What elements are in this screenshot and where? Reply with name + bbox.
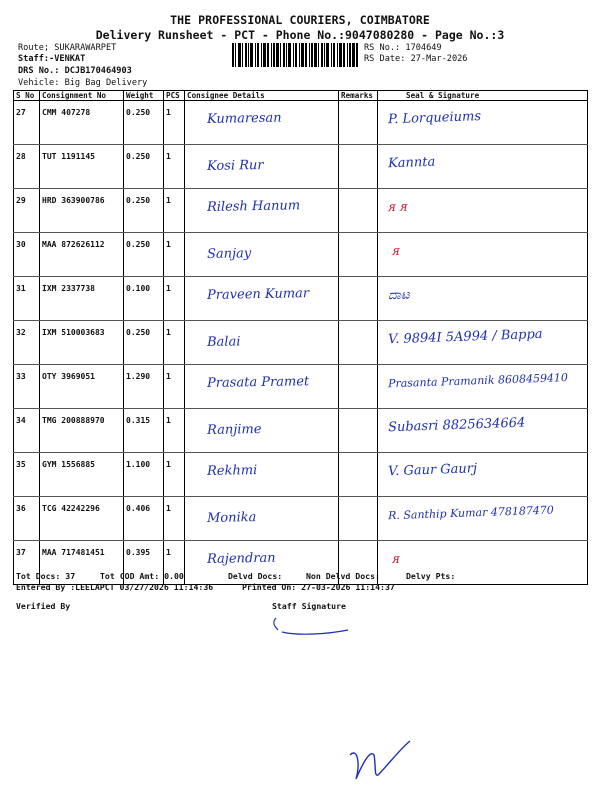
tot-docs: Tot Docs: 37 (16, 571, 76, 581)
runsheet-table (13, 90, 588, 585)
row-remarks (339, 497, 378, 541)
consignee-handwriting: Monika (206, 510, 257, 526)
row-consignment: MAA 717481451 (40, 541, 124, 585)
row-remarks (339, 453, 378, 497)
col-remarks: Remarks (339, 91, 378, 101)
row-pcs: 1 (164, 541, 185, 585)
row-signature (378, 101, 588, 145)
col-seal-signature: Seal & Signature (378, 91, 588, 101)
col-consignee: Consignee Details (185, 91, 339, 101)
runsheet-subtitle: Delivery Runsheet - PCT - Phone No.:9047080280 - Page No.:3 (95, 28, 505, 42)
row-consignment: HRD 363900786 (40, 189, 124, 233)
table-row (14, 453, 588, 497)
table-row (14, 321, 588, 365)
row-consignee (185, 453, 339, 497)
non-delivered-docs: Non Delvd Docs: (306, 571, 380, 581)
signature-handwriting: Kannta (387, 154, 436, 172)
rs-number: RS No.: 1704649 (364, 43, 442, 53)
row-sno: 37 (14, 541, 40, 585)
printed-on: Printed On: 27-03-2026 11:14:37 (242, 582, 395, 592)
signature-handwriting: R. Santhip Kumar 478187470 (387, 503, 555, 523)
vehicle-label: Vehicle: Big Bag Delivery (18, 78, 148, 88)
route-label: Route; SUKARAWARPET (18, 43, 117, 53)
row-remarks (339, 277, 378, 321)
row-sno: 29 (14, 189, 40, 233)
entered-by: Entered By :LEELAPCT 03/27/2026 11:14:36 (16, 582, 214, 592)
table-row (14, 101, 588, 145)
row-signature (378, 409, 588, 453)
row-consignee (185, 101, 339, 145)
table-row (14, 497, 588, 541)
row-consignment: TCG 42242296 (40, 497, 124, 541)
row-sno: 28 (14, 145, 40, 189)
staff-signature-label: Staff Signature (272, 601, 346, 611)
row-consignment: GYM 1556885 (40, 453, 124, 497)
signature-handwriting: P. Lorqueiums (387, 109, 482, 128)
row-weight: 0.250 (124, 233, 164, 277)
signature-handwriting: ᴙ (391, 551, 401, 568)
row-consignment: TMG 200888970 (40, 409, 124, 453)
consignee-handwriting: Prasata Pramet (206, 374, 310, 391)
row-sno: 35 (14, 453, 40, 497)
row-consignment: IXM 2337738 (40, 277, 124, 321)
signature-handwriting: Prasanta Pramanik 8608459410 (387, 371, 569, 391)
row-pcs: 1 (164, 189, 185, 233)
drs-number: DRS No.: DCJB170464903 (18, 66, 132, 76)
row-signature (378, 453, 588, 497)
row-remarks (339, 321, 378, 365)
row-consignee (185, 497, 339, 541)
table-row (14, 189, 588, 233)
row-pcs: 1 (164, 233, 185, 277)
row-pcs: 1 (164, 277, 185, 321)
row-weight: 1.100 (124, 453, 164, 497)
row-consignment: MAA 872626112 (40, 233, 124, 277)
row-weight: 0.100 (124, 277, 164, 321)
signature-handwriting: V. Gaur Gaurj (387, 461, 478, 480)
table-row (14, 409, 588, 453)
row-weight: 0.250 (124, 145, 164, 189)
row-weight: 0.250 (124, 101, 164, 145)
row-pcs: 1 (164, 365, 185, 409)
table-row (14, 145, 588, 189)
rs-date: RS Date: 27-Mar-2026 (364, 54, 468, 64)
row-remarks (339, 189, 378, 233)
row-consignment: OTY 3969051 (40, 365, 124, 409)
row-sno: 32 (14, 321, 40, 365)
consignee-handwriting: Rilesh Hanum (206, 198, 301, 215)
row-pcs: 1 (164, 321, 185, 365)
consignee-handwriting: Balai (206, 334, 241, 350)
signature-handwriting: ᴙ ᴙ (387, 199, 408, 216)
table-row (14, 365, 588, 409)
row-consignee (185, 321, 339, 365)
row-signature (378, 189, 588, 233)
signature-handwriting: ದಾಟ (387, 287, 410, 304)
staff-signature-scribble (268, 612, 358, 642)
row-remarks (339, 145, 378, 189)
row-remarks (339, 101, 378, 145)
consignee-handwriting: Ranjime (206, 422, 262, 438)
col-pcs: PCS (164, 91, 185, 101)
company-title: THE PROFESSIONAL COURIERS, COIMBATORE (170, 13, 430, 27)
signature-handwriting: ᴙ (391, 243, 401, 260)
row-weight: 0.250 (124, 321, 164, 365)
row-sno: 30 (14, 233, 40, 277)
row-remarks (339, 233, 378, 277)
row-pcs: 1 (164, 497, 185, 541)
row-consignee (185, 233, 339, 277)
consignee-handwriting: Rajendran (206, 550, 276, 567)
row-weight: 0.406 (124, 497, 164, 541)
consignee-handwriting: Kosi Rur (206, 157, 264, 174)
delivered-docs: Delvd Docs: (228, 571, 283, 581)
row-consignee (185, 365, 339, 409)
tot-cod-amount: Tot COD Amt: 0.00 (100, 571, 184, 581)
consignee-handwriting: Sanjay (206, 246, 252, 262)
verified-by-label: Verified By (16, 601, 71, 611)
row-consignment: IXM 510003683 (40, 321, 124, 365)
row-signature (378, 277, 588, 321)
row-consignment: CMM 407278 (40, 101, 124, 145)
signature-handwriting: Subasri 8825634664 (387, 415, 526, 436)
row-weight: 0.315 (124, 409, 164, 453)
row-sno: 33 (14, 365, 40, 409)
row-weight: 0.250 (124, 189, 164, 233)
row-remarks (339, 409, 378, 453)
row-signature (378, 321, 588, 365)
bottom-initial-scribble (340, 735, 420, 785)
barcode-image (232, 43, 358, 67)
row-pcs: 1 (164, 145, 185, 189)
row-consignee (185, 189, 339, 233)
row-sno: 31 (14, 277, 40, 321)
row-remarks (339, 365, 378, 409)
staff-label: Staff:-VENKAT (18, 54, 86, 64)
row-sno: 27 (14, 101, 40, 145)
col-weight: Weight (124, 91, 164, 101)
table-header-row (14, 91, 588, 101)
row-pcs: 1 (164, 453, 185, 497)
row-pcs: 1 (164, 409, 185, 453)
row-consignment: TUT 1191145 (40, 145, 124, 189)
signature-handwriting: V. 9894I 5A994 / Bappa (387, 326, 543, 348)
row-weight: 0.395 (124, 541, 164, 585)
row-sno: 36 (14, 497, 40, 541)
col-sno: S No (14, 91, 40, 101)
row-signature (378, 145, 588, 189)
consignee-handwriting: Praveen Kumar (206, 286, 310, 303)
delivery-points: Delvy Pts: (406, 571, 456, 581)
row-pcs: 1 (164, 101, 185, 145)
table-row (14, 277, 588, 321)
row-signature (378, 497, 588, 541)
row-signature (378, 365, 588, 409)
row-signature (378, 233, 588, 277)
row-weight: 1.290 (124, 365, 164, 409)
consignee-handwriting: Kumaresan (206, 110, 282, 127)
row-consignee (185, 409, 339, 453)
row-consignee (185, 145, 339, 189)
col-consignment: Consignment No (40, 91, 124, 101)
row-consignee (185, 277, 339, 321)
table-row (14, 233, 588, 277)
consignee-handwriting: Rekhmi (206, 463, 258, 479)
row-sno: 34 (14, 409, 40, 453)
